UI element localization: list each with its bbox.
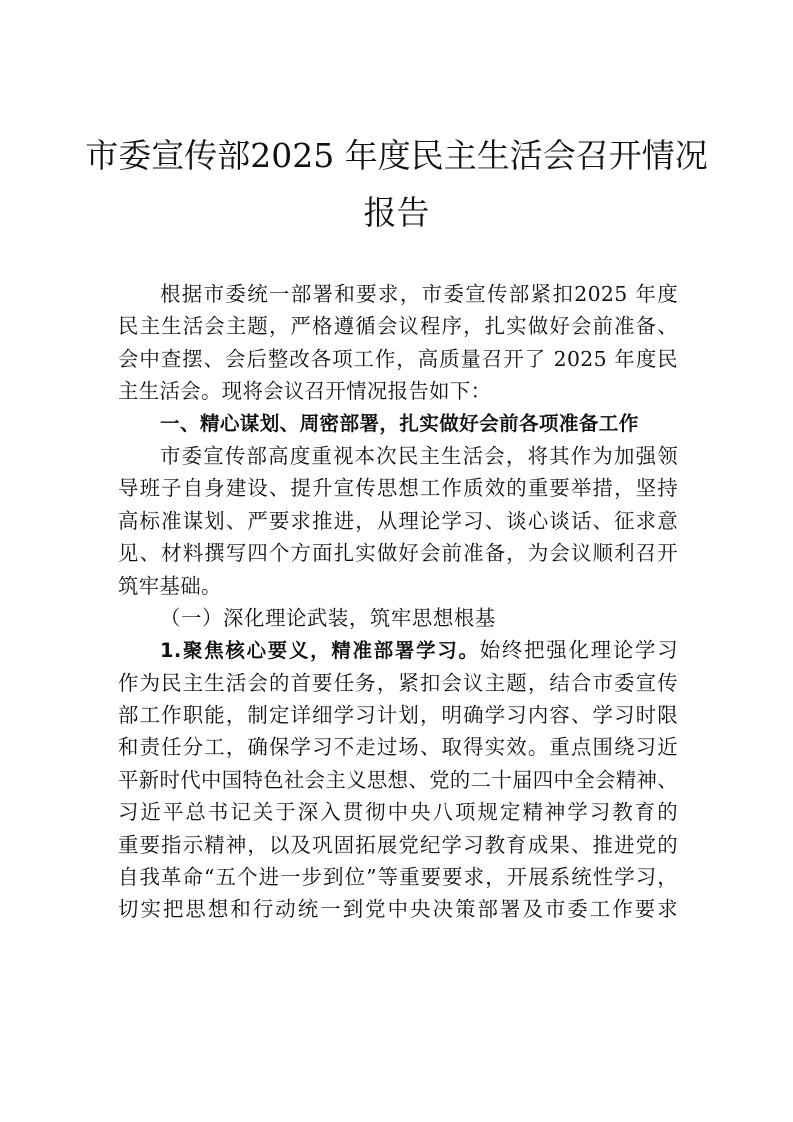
document-title-line-2: 报告 <box>363 193 430 232</box>
item-1-line: 自我革命“五个进一步到位”等重要要求，开展系统性学习， <box>118 865 678 890</box>
item-1-paragraph <box>118 634 678 926</box>
item-1-line: 平新时代中国特色社会主义思想、党的二十届四中全会精神、 <box>118 767 678 792</box>
section-1-line: 导班子自身建设、提升宣传思想工作质效的重要举措，坚持 <box>118 476 678 501</box>
intro-line: 会中查摆、会后整改各项工作，高质量召开了 2025 年度民 <box>118 346 678 371</box>
item-1-line: 重要指示精神，以及巩固拓展党纪学习教育成果、推进党的 <box>118 832 678 857</box>
item-1-bold-lead: 1.聚焦核心要义，精准部署学习。 <box>160 639 480 663</box>
item-1-line: 作为民主生活会的首要任务，紧扣会议主题，结合市委宣传 <box>118 670 678 695</box>
section-1-paragraph <box>118 440 678 602</box>
section-1-heading: 一、精心谋划、周密部署，扎实做好会前各项准备工作 <box>160 411 639 435</box>
intro-line: 根据市委统一部署和要求，市委宣传部紧扣2025 年度 <box>160 282 678 306</box>
section-1-line: 高标准谋划、严要求推进，从理论学习、谈心谈话、征求意 <box>118 508 678 533</box>
item-1-line: 切实把思想和行动统一到党中央决策部署及市委工作要求 <box>118 897 678 922</box>
intro-line: 民主生活会主题，严格遵循会议程序，扎实做好会前准备、 <box>118 314 678 339</box>
document-body <box>118 278 678 926</box>
item-1-line: 和责任分工，确保学习不走过场、取得实效。重点围绕习近 <box>118 735 678 760</box>
subsection-1-heading: （一）深化理论武装，筑牢思想根基 <box>160 605 496 630</box>
section-1-line: 市委宣传部高度重视本次民主生活会，将其作为加强领 <box>160 443 678 468</box>
item-1-line: 习近平总书记关于深入贯彻中央八项规定精神学习教育的 <box>118 800 678 825</box>
section-1-line: 见、材料撰写四个方面扎实做好会前准备，为会议顺利召开 <box>118 541 678 566</box>
item-1-line: 部工作职能，制定详细学习计划，明确学习内容、学习时限 <box>118 703 678 728</box>
item-1-first-line <box>118 634 678 666</box>
intro-paragraph <box>118 278 678 408</box>
section-1-line: 筑牢基础。 <box>118 573 222 598</box>
intro-line: 主生活会。现将会议召开情况报告如下： <box>118 379 492 404</box>
document-title-line-1: 市委宣传部2025 年度民主生活会召开情况 <box>85 136 708 175</box>
item-1-first-line-rest: 始终把强化理论学习 <box>479 638 678 663</box>
